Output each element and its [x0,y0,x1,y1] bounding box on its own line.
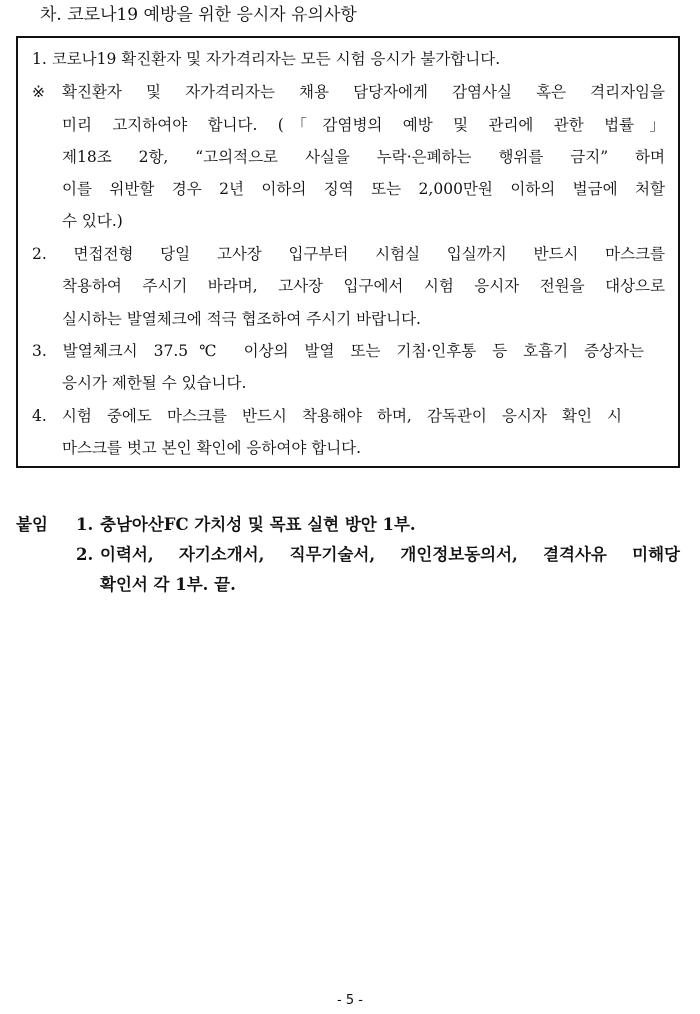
attachment-2-number: 2. [76,545,94,564]
attachment-1-number: 1. [76,515,94,534]
note-line-4: 이를 위반할 경우 2년 이하의 징역 또는 2,000만원 이하의 벌금에 처할 [62,180,665,198]
note-line-3: 제18조 2항, “고의적으로 사실을 누락·은폐하는 행위를 금지” 하며 [62,148,665,166]
attachment-label: 붙임 [16,515,48,534]
notice-item-3-line-2: 응시가 제한될 수 있습니다. [62,374,247,392]
notice-item-2-line-1: 2. 면접전형 당일 고사장 입구부터 시험실 입실까지 반드시 마스크를 [32,245,665,263]
covid-notice-box [16,36,680,468]
attachment-2-line-2: 확인서 각 1부. 끝. [100,575,236,594]
note-line-2: 미리 고지하여야 합니다. (「감염병의 예방 및 관리에 관한 법률」 [62,116,665,134]
notice-item-3-line-1: 3. 발열체크시 37.5℃ 이상의 발열 또는 기침·인후통 등 호흡기 증상자는 [32,342,644,360]
note-line-1: 확진환자 및 자가격리자는 채용 담당자에게 감염사실 혹은 격리자임을 [62,83,665,101]
section-heading: 차. 코로나19 예방을 위한 응시자 유의사항 [40,5,357,25]
note-line-5: 수 있다.) [62,212,123,230]
notice-item-2-line-3: 실시하는 발열체크에 적극 협조하여 주시기 바랍니다. [62,310,421,328]
notice-item-4-line-1: 4. 시험 중에도 마스크를 반드시 착용해야 하며, 감독관이 응시자 확인 시 [32,407,622,425]
notice-item-1: 1. 코로나19 확진환자 및 자가격리자는 모든 시험 응시가 불가합니다. [32,50,501,68]
page-number: - 5 - [337,993,363,1008]
notice-item-4-line-2: 마스크를 벗고 본인 확인에 응하여야 합니다. [62,439,362,457]
notice-item-2-line-2: 착용하여 주시기 바라며, 고사장 입구에서 시험 응시자 전원을 대상으로 [62,277,665,295]
note-mark: ※ [32,83,45,101]
attachment-2-line-1: 이력서, 자기소개서, 직무기술서, 개인정보동의서, 결격사유 미해당 [100,545,680,564]
attachment-1-text: 충남아산FC 가치성 및 목표 실현 방안 1부. [100,515,416,534]
